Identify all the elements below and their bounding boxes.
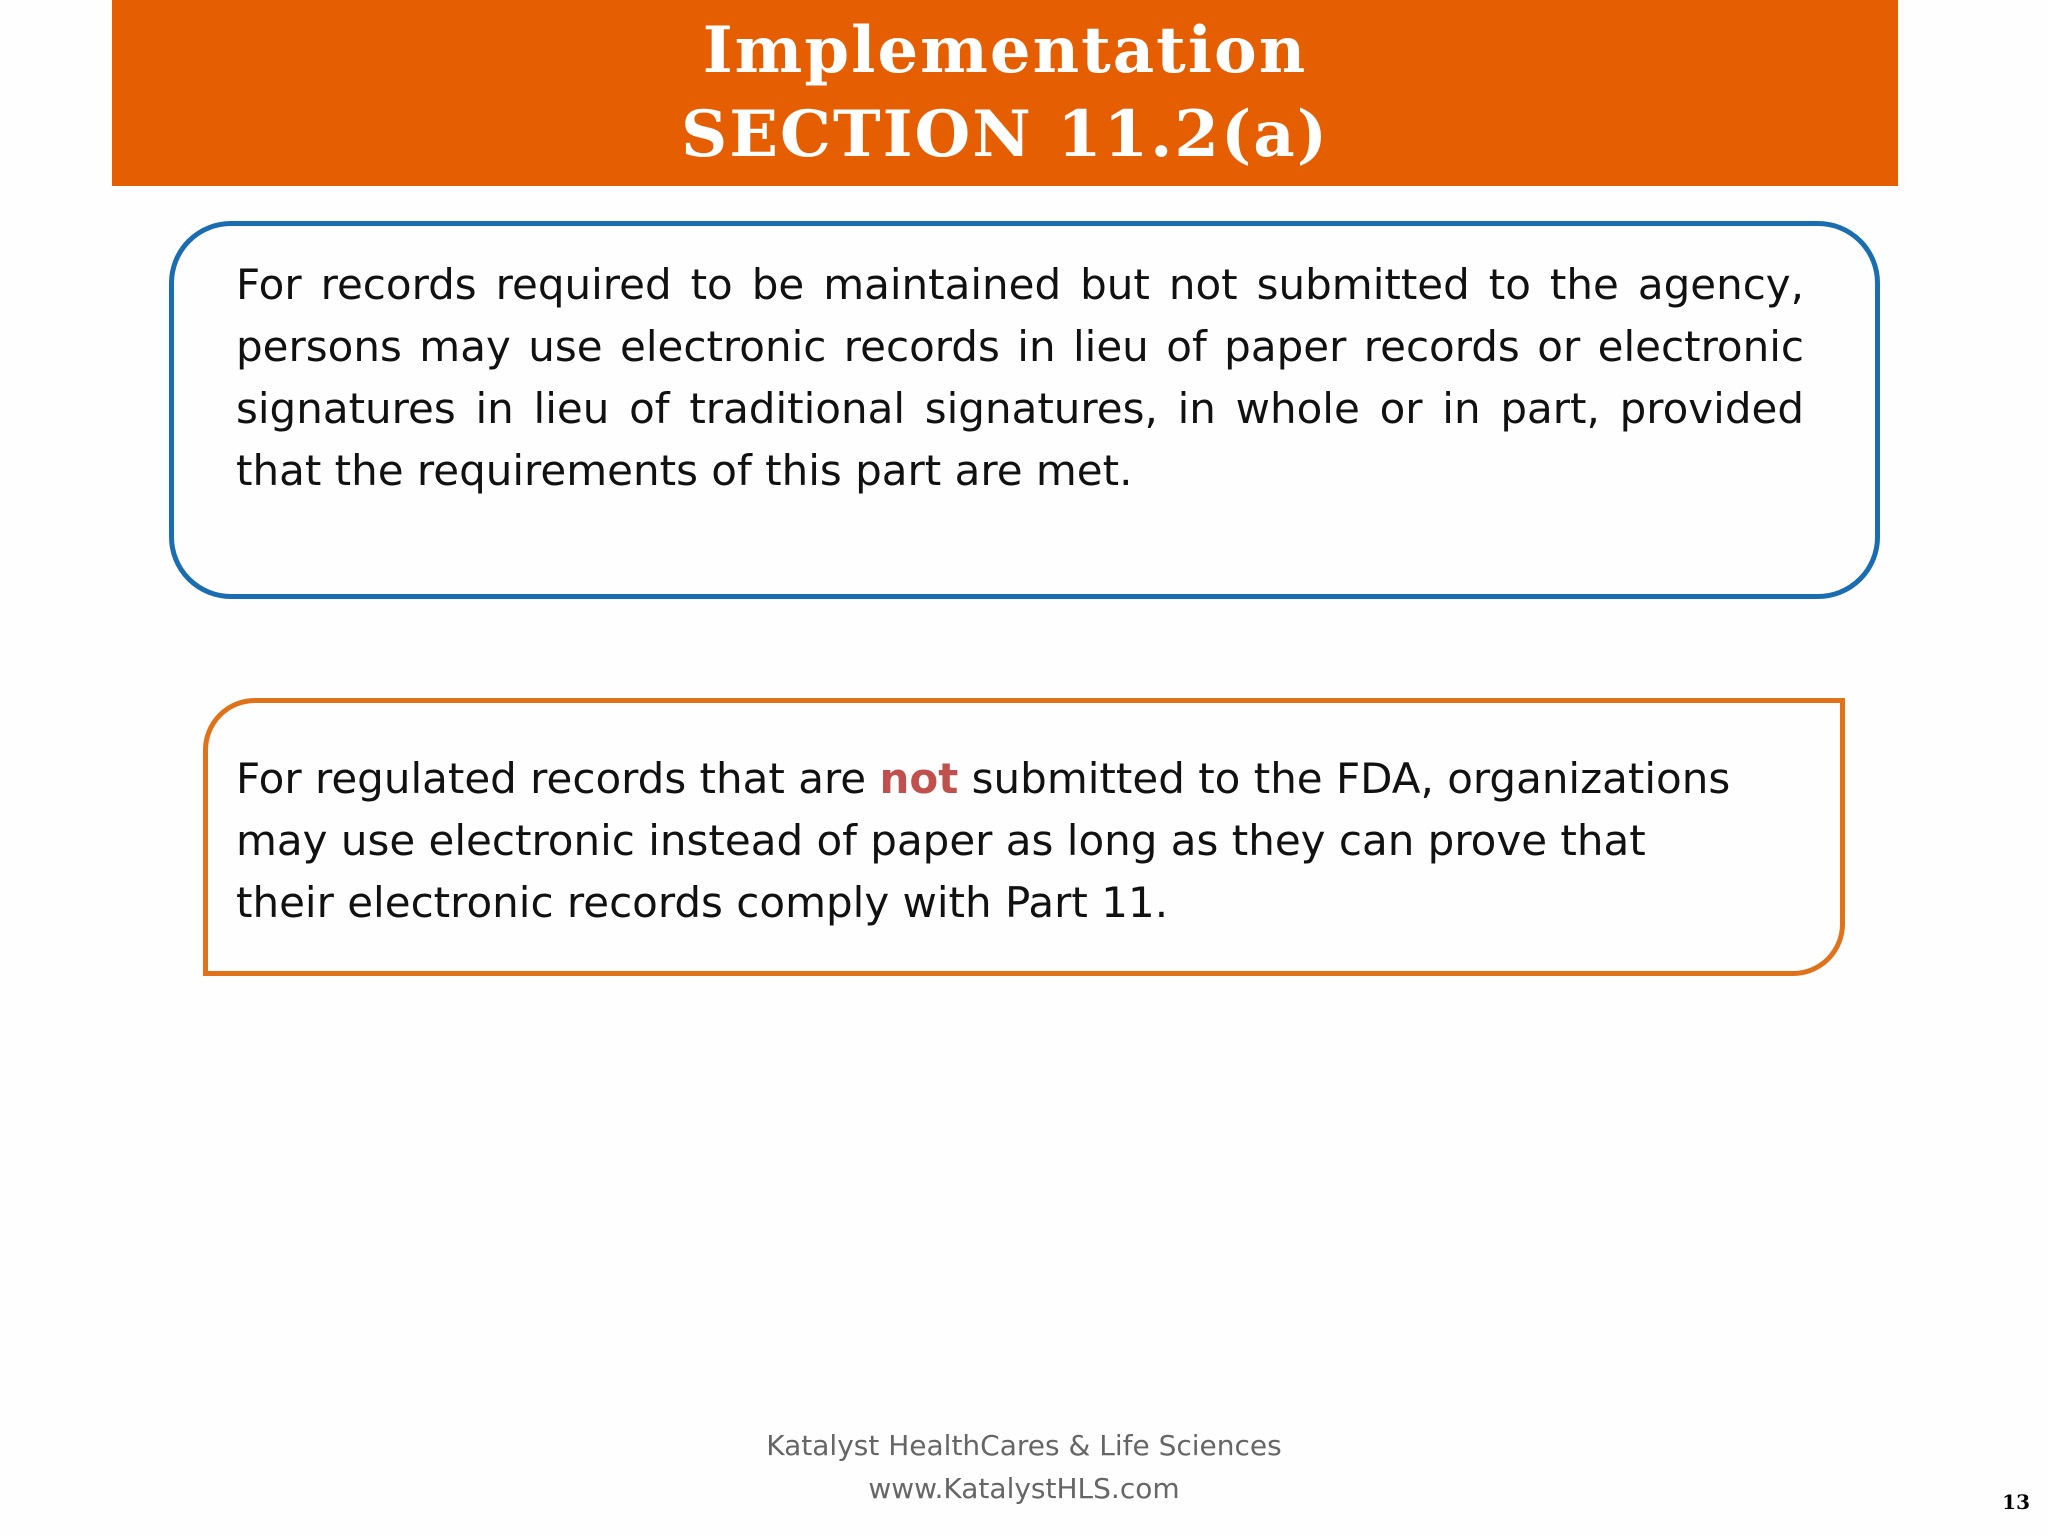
footer-website: www.KatalystHLS.com xyxy=(868,1472,1180,1505)
regulation-text: For records required to be maintained but not submitted to the agency, persons may use electronic records in lieu of paper records or electronic signatures in lieu of traditional signatures, in whole or in part, provided that the requirements of this part are met. xyxy=(236,260,1804,495)
slide-title: Implementation xyxy=(702,13,1308,88)
footer xyxy=(0,1424,2048,1510)
header-bar xyxy=(112,0,1898,186)
page-number: 13 xyxy=(2002,1490,2030,1514)
summary-emphasis: not xyxy=(879,754,959,803)
slide-subtitle: SECTION 11.2(a) xyxy=(681,97,1329,172)
summary-text-before: For regulated records that are xyxy=(236,754,880,803)
summary-text-after: submitted to the FDA, organizations may use electronic instead of paper as long as they can prove that their electronic records comply with Part 11. xyxy=(236,754,1731,927)
footer-company: Katalyst HealthCares & Life Sciences xyxy=(766,1429,1282,1462)
summary-text xyxy=(236,748,1756,934)
